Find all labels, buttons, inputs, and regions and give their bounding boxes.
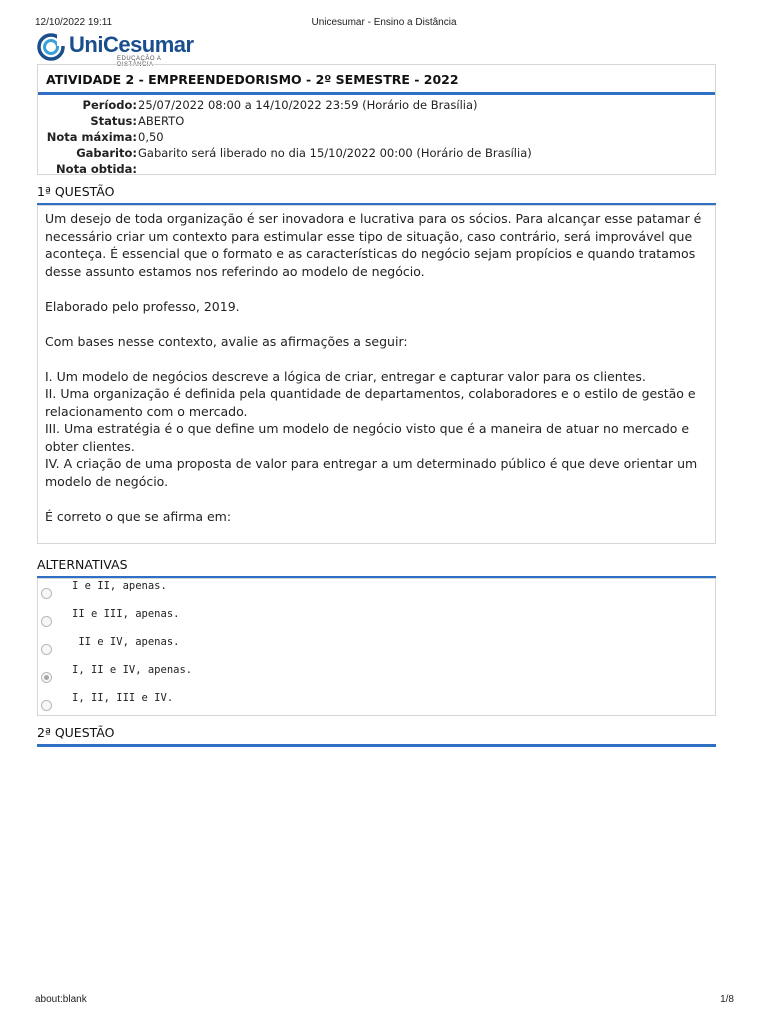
radio-button-selected[interactable]	[41, 672, 52, 683]
alternative-option-5[interactable]	[38, 691, 715, 719]
info-row-nota-maxima	[38, 129, 715, 145]
info-value: 25/07/2022 08:00 a 14/10/2022 23:59 (Horário de Brasília)	[138, 98, 478, 112]
question-1-heading: 1ª QUESTÃO	[37, 184, 716, 206]
question-source: Elaborado pelo professo, 2019.	[45, 298, 240, 314]
alternatives-heading: ALTERNATIVAS	[37, 557, 716, 579]
print-datetime: 12/10/2022 19:11	[35, 17, 113, 28]
logo-tagline: EDUCAÇÃO A DISTÂNCIA	[117, 56, 162, 68]
alternatives-list	[37, 578, 716, 716]
info-value: ABERTO	[138, 114, 185, 128]
print-page-title: Unicesumar - Ensino a Distância	[311, 17, 457, 28]
question-closing: É correto o que se afirma em:	[45, 508, 232, 524]
info-label: Gabarito:	[76, 146, 137, 160]
info-value: Gabarito será liberado no dia 15/10/2022 00:00 (Horário de Brasília)	[138, 146, 532, 160]
statement-4: IV. A criação de uma proposta de valor para entregar a um determinado público é que deve orientar um modelo de negócio.	[45, 456, 698, 489]
radio-button[interactable]	[41, 644, 52, 655]
alternative-label: I, II e IV, apenas.	[72, 664, 193, 676]
alternative-option-2[interactable]	[38, 607, 715, 635]
alternative-option-3[interactable]	[38, 635, 715, 663]
alternative-label: II e IV, apenas.	[72, 636, 180, 648]
statement-2: II. Uma organização é definida pela quantidade de departamentos, colaboradores e o estilo de gestão e relacionamento com o mercado.	[45, 386, 696, 419]
print-url: about:blank	[35, 994, 87, 1005]
page-number: 1/8	[720, 994, 734, 1005]
info-row-nota-obtida	[38, 161, 715, 177]
logo-mark-icon	[37, 33, 67, 61]
activity-title: ATIVIDADE 2 - EMPREENDEDORISMO - 2º SEMESTRE - 2022	[38, 65, 715, 95]
question-intro: Um desejo de toda organização é ser inovadora e lucrativa para os sócios. Para alcançar esse patamar é necessário criar um contexto para estimular esse tipo de situação, caso contrário, será improvável que aconteça. É essencial que o formato e as características do negócio sejam propícios e quando tratamos desse assunto estamos nos referindo ao modelo de negócio.	[45, 211, 702, 279]
alternative-label: I, II, III e IV.	[72, 692, 174, 704]
info-label: Nota obtida:	[56, 162, 137, 176]
print-footer	[0, 994, 768, 1008]
question-prompt: Com bases nesse contexto, avalie as afirmações a seguir:	[45, 333, 408, 349]
info-row-gabarito	[38, 145, 715, 161]
logo-wordmark: UniCesumar	[69, 32, 194, 57]
info-label: Status:	[90, 114, 137, 128]
info-label: Período:	[82, 98, 137, 112]
alternative-label: II e III, apenas.	[72, 608, 180, 620]
alternative-label: I e II, apenas.	[72, 580, 167, 592]
radio-button[interactable]	[41, 700, 52, 711]
statement-1: I. Um modelo de negócios descreve a lógica de criar, entregar e capturar valor para os clientes.	[45, 368, 646, 384]
alternative-option-4[interactable]	[38, 663, 715, 691]
info-row-status	[38, 113, 715, 129]
info-value: 0,50	[138, 130, 164, 144]
info-row-periodo	[38, 97, 715, 113]
radio-button[interactable]	[41, 588, 52, 599]
activity-info-panel	[37, 64, 716, 175]
question-1-body	[37, 205, 716, 544]
alternative-option-1[interactable]	[38, 579, 715, 607]
unicesumar-logo	[37, 32, 194, 68]
info-label: Nota máxima:	[46, 130, 137, 144]
radio-button[interactable]	[41, 616, 52, 627]
statement-3: III. Uma estratégia é o que define um modelo de negócio visto que é a maneira de atuar no mercado e obter clientes.	[45, 421, 690, 454]
activity-details	[38, 95, 715, 177]
print-header	[0, 17, 768, 31]
question-2-heading: 2ª QUESTÃO	[37, 725, 716, 747]
